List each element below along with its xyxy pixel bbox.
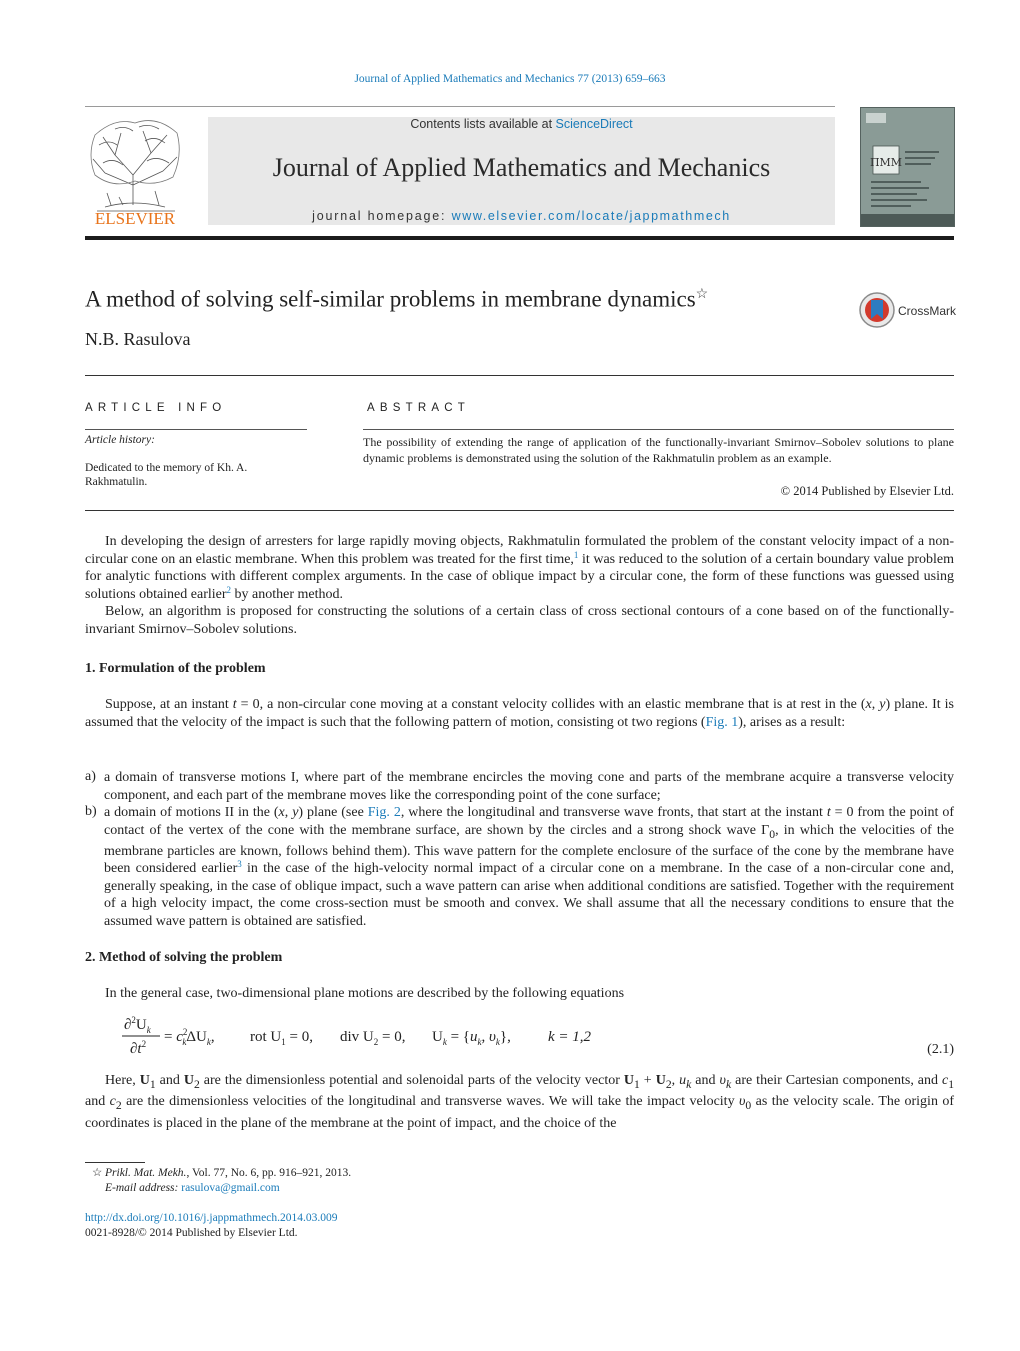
item-b-sub-0: 0: [769, 827, 776, 841]
section-2-paragraph-1: In the general case, two-dimensional plane motions are described by the following equations: [105, 986, 625, 1001]
intro-section: [85, 533, 954, 638]
fig-1-link[interactable]: Fig. 1: [705, 714, 739, 730]
equation-number: (2.1): [927, 1042, 954, 1057]
s2-p2-b: are the dimensionless potential and solenoidal parts of the velocity vector: [199, 1073, 624, 1088]
eq-partial-top: $\partial^2U_k$: [124, 1015, 151, 1035]
journal-citation[interactable]: Journal of Applied Mathematics and Mechanics 77 (2013) 659–663: [354, 73, 666, 85]
section-2-intro: [85, 985, 954, 1003]
article-title-text: A method of solving self-similar problems in membrane dynamics: [85, 286, 696, 312]
vec-U1-sub: 1: [149, 1077, 156, 1091]
intro-p1-c: by another method.: [231, 586, 344, 602]
elsevier-logo: [85, 115, 185, 227]
footnote-journal-rest: , Vol. 77, No. 6, pp. 916–921, 2013.: [186, 1167, 352, 1179]
item-b-2: ) plane (see: [298, 805, 368, 820]
ref-1-link[interactable]: 1: [573, 549, 579, 560]
var-c1-sub: 1: [948, 1077, 955, 1091]
item-b-3: , where the longitudinal and transverse wave fronts, that start at the instant: [400, 805, 827, 820]
var-u: u: [679, 1073, 687, 1088]
section-1-title: 1. Formulation of the problem: [85, 661, 266, 676]
s2-and: and: [155, 1073, 184, 1088]
section-2-title: 2. Method of solving the problem: [85, 950, 283, 965]
s1-p1-a: Suppose, at an instant: [105, 697, 233, 712]
var-v0: υ: [738, 1094, 746, 1110]
section-2-paragraph-2: [85, 1072, 954, 1132]
contents-line: [208, 117, 835, 131]
email-label: E-mail address:: [105, 1182, 182, 1194]
cover-title: ПММ: [869, 156, 903, 169]
s1-p1-c: ) plane. It is assumed that the velocity of the impact is such that the following pattern of motion, consisting ot two regions (: [85, 697, 954, 730]
header-thick-rule: [85, 236, 954, 240]
header-top-rule: [85, 106, 835, 107]
var-c2-sub: 2: [115, 1099, 122, 1113]
intro-p1-a: In developing the design of arresters for large rapidly moving objects, Rakhmatulin formulated the problem of the constant velocity impact of a non-circular cone on an elastic membrane. When this problem was treated for the first time,: [85, 534, 954, 567]
sciencedirect-link[interactable]: ScienceDirect: [555, 117, 633, 131]
item-b-var-x: x: [278, 805, 285, 820]
abstract-text: The possibility of extending the range of application of the functionally-invariant Smirnov–Sobolev solutions to plane dynamic problems is demonstrated using the solution of the Rakhmatulin problem as an example.: [363, 435, 954, 465]
vec-U2: U: [183, 1073, 194, 1088]
s1-var-y: y: [879, 697, 886, 712]
article-info-heading: ARTICLE INFO: [85, 402, 227, 414]
elsevier-tree-icon: [85, 115, 185, 227]
s2-p2-a: Here,: [105, 1073, 140, 1088]
item-b-4: = 0 from the point of contact of the vertex of the cone with the membrane surface, are shown by the circles and a strong shock wave Γ: [104, 805, 954, 838]
section-1-paragraph: [85, 696, 954, 731]
s2-p2-c: ,: [671, 1073, 680, 1088]
vec-U2b-sub: 2: [665, 1077, 672, 1091]
eq-div: div $U_2 = 0$,: [340, 1029, 406, 1047]
s1-var-x: x: [865, 697, 872, 712]
var-c1: c: [942, 1073, 949, 1088]
doi-link[interactable]: http://dx.doi.org/10.1016/j.jappmathmech.2014.03.009: [85, 1212, 338, 1224]
eq-rhs-1: = $c^2$ kΔU$_k$,: [164, 1027, 215, 1047]
vec-U1b-sub: 1: [634, 1077, 640, 1091]
dedication-line-1: Dedicated to the memory of Kh. A.: [85, 462, 248, 474]
var-v-sub: k: [725, 1077, 732, 1091]
s1-p1-d: ), arises as a result:: [738, 714, 846, 730]
journal-title: Journal of Applied Mathematics and Mechanics: [272, 153, 771, 182]
item-b-comma: ,: [284, 805, 293, 820]
item-b-var-t: t: [826, 805, 831, 820]
s2-p2-d: are their Cartesian components, and: [731, 1073, 942, 1088]
var-v0-sub: 0: [745, 1099, 752, 1113]
vec-U2-sub: 2: [193, 1077, 200, 1091]
list-item-a-label: a): [85, 769, 96, 784]
dedication-line-2: Rakhmatulin.: [85, 476, 148, 488]
var-v: υ: [719, 1073, 726, 1088]
footnote-journal-name: Prikl. Mat. Mekh.: [105, 1167, 187, 1179]
contents-prefix: Contents lists available at: [410, 117, 556, 131]
abstract-copyright: © 2014 Published by Elsevier Ltd.: [780, 484, 954, 498]
vec-U2b: U: [655, 1073, 666, 1088]
vec-U1b: U: [623, 1073, 634, 1088]
homepage-prefix: journal homepage:: [312, 209, 452, 223]
homepage-line: [208, 209, 835, 223]
crossmark-badge[interactable]: [858, 291, 958, 329]
footnote-journal-ref: [105, 1166, 351, 1181]
info-top-rule: [85, 375, 954, 376]
journal-cover-image[interactable]: [860, 107, 955, 227]
crossmark-label: CrossMark: [898, 304, 957, 318]
article-title: [85, 286, 708, 313]
list-item-b: [104, 804, 954, 930]
author-name[interactable]: N.B. Rasulova: [85, 329, 191, 349]
equation-2-1: [120, 1012, 600, 1060]
eq-k-range: k = 1,2: [548, 1029, 592, 1045]
eq-rot: rot $U_1 = 0$,: [250, 1029, 313, 1047]
footnote-mark: ☆: [92, 1167, 103, 1179]
intro-paragraph-2: Below, an algorithm is proposed for constructing the solutions of a certain class of cross sectional contours of a cone based on of the functionally-invariant Smirnov–Sobolev solutions.: [85, 604, 954, 637]
eq-uk: $U_k = \{u_k$, $\upsilon_k$},: [432, 1029, 511, 1047]
abstract-bottom-rule: [85, 510, 954, 511]
item-b-1: a domain of motions II in the (: [104, 805, 279, 820]
ref-3-link[interactable]: 3: [237, 859, 242, 870]
article-history-label: Article history:: [85, 434, 155, 446]
title-footnote-mark[interactable]: ☆: [695, 287, 709, 302]
s2-p2-e: are the dimensionless velocities of the longitudinal and transverse waves. We will take the impact velocity: [121, 1094, 739, 1110]
s1-p1-b: = 0, a non-circular cone moving at a constant velocity collides with an elastic membrane that is at rest in the (: [236, 697, 866, 712]
crossmark-icon: [858, 291, 958, 329]
equation-graphic: [120, 1012, 600, 1060]
elsevier-wordmark: ELSEVIER: [94, 209, 176, 227]
abstract-rule: [363, 429, 954, 430]
email-link[interactable]: rasulova@gmail.com: [181, 1182, 280, 1194]
item-b-var-y: y: [292, 805, 299, 820]
eq-partial-bottom: $\partial t^2$: [130, 1039, 147, 1057]
article-info-rule: [85, 429, 307, 430]
ref-2-link[interactable]: 2: [226, 584, 232, 595]
footnote-email: [105, 1181, 280, 1196]
footnote-rule: [85, 1162, 145, 1163]
item-b-5: , in which the velocities of the membrane particles are known, follows behind them). This wave pattern for the complete enclosure of the surface of the cone by the membrane have been considered earlier: [104, 822, 955, 877]
var-c2: c: [109, 1094, 116, 1110]
cover-graphic: [861, 108, 954, 226]
s1-var-t: t: [232, 697, 237, 712]
fig-2-link[interactable]: Fig. 2: [367, 805, 401, 820]
intro-p1-b: it was reduced to the solution of a certain boundary value problem for analytic functions with different complex arguments. In the case of oblique impact by a circular cone, the form of these functions was guessed using solutions obtained earlier: [85, 551, 954, 602]
s2-and2: and: [691, 1073, 720, 1088]
journal-banner: [208, 117, 835, 225]
list-item-b-label: b): [85, 804, 97, 819]
s2-plus: +: [639, 1073, 656, 1088]
abstract-heading: ABSTRACT: [367, 402, 470, 414]
list-item-a: a domain of transverse motions I, where part of the membrane encircles the moving cone and parts of the membrane acquire a transverse velocity component, and each part of the membrane moves like the corresponding point of the cone surface;: [104, 770, 954, 803]
vec-U1: U: [139, 1073, 150, 1088]
s2-p2-f: as the velocity scale. The origin of coordinates is placed in the plane of the membrane at the point of impact, and the choice of the: [85, 1094, 955, 1131]
s1-comma: ,: [871, 697, 880, 712]
var-u-sub: k: [686, 1077, 692, 1091]
homepage-link[interactable]: www.elsevier.com/locate/jappmathmech: [451, 209, 731, 223]
item-b-6: in the case of the high-velocity normal impact of a circular cone on a membrane. In the case of a non-circular cone and, generally speaking, in the case of oblique impact, such a wave pattern can arise when additional conditions are satisfied. Together with the requirement of a high velocity impact, the come cross-section must be smooth and convex. We shall assume that all the necessary conditions to ensure that the assumed wave pattern is obtained are satisfied.: [104, 861, 954, 929]
issn-line: 0021-8928/© 2014 Published by Elsevier Ltd.: [85, 1227, 298, 1239]
intro-paragraph-1: [85, 533, 954, 603]
s2-and3: and: [85, 1094, 110, 1110]
